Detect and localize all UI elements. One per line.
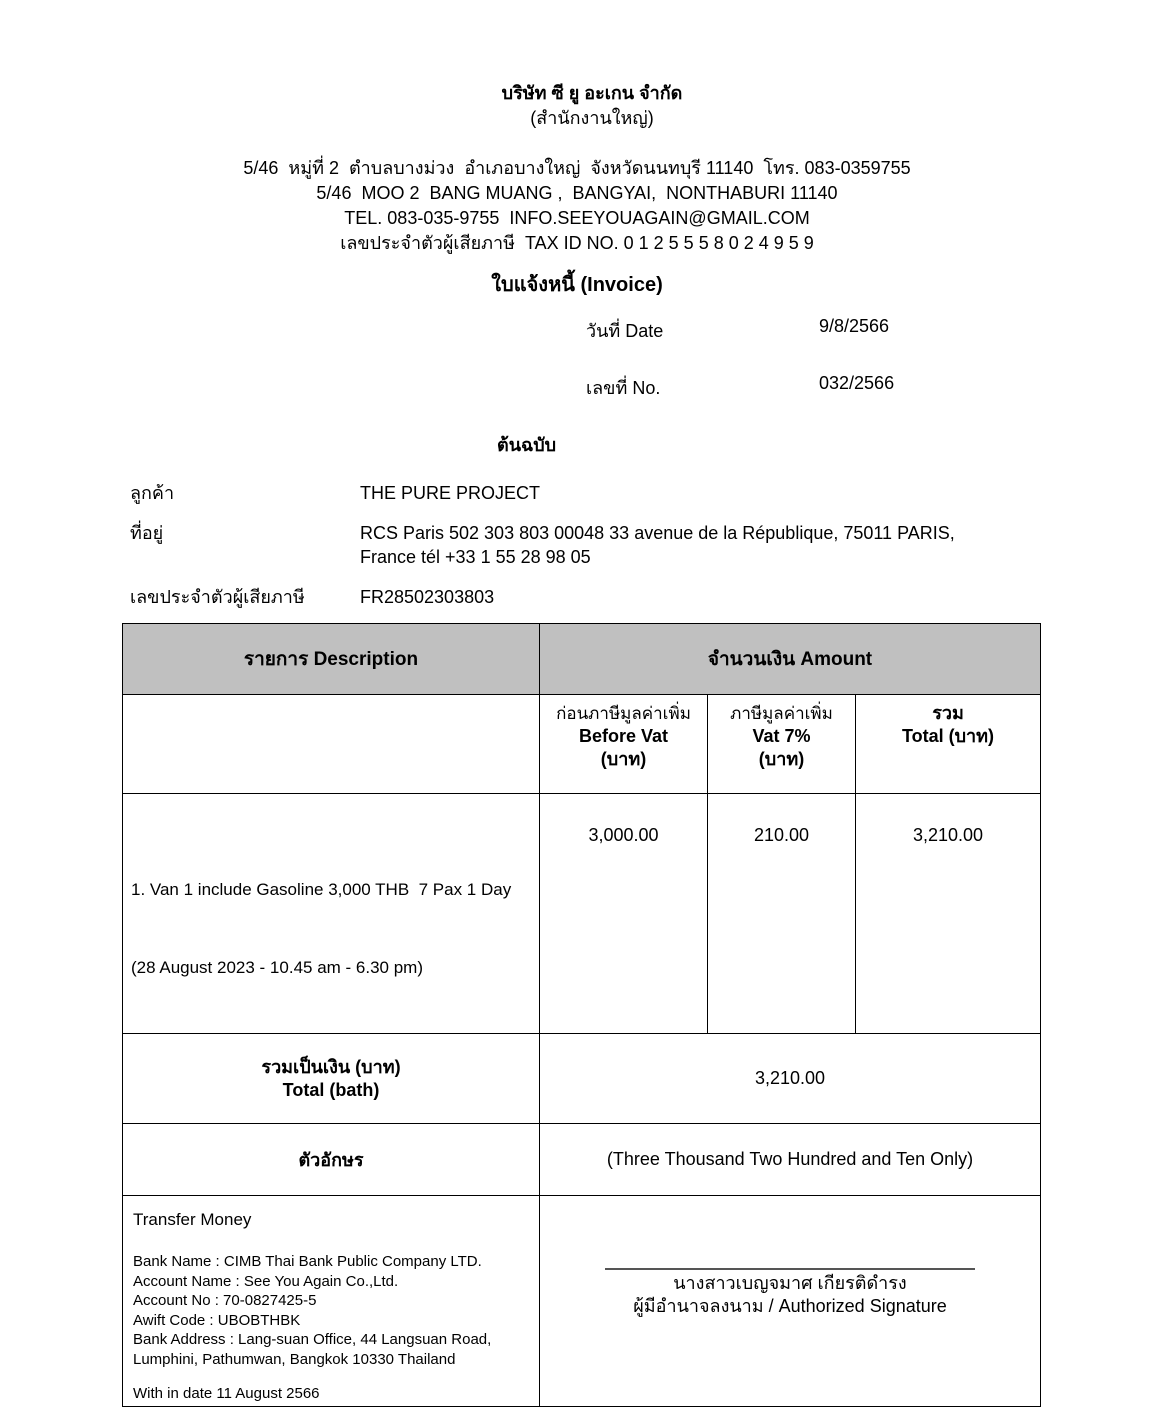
- copy-type-label: ต้นฉบับ: [497, 435, 557, 455]
- customer-address-value: [360, 521, 955, 569]
- before-vat-header-en: Before Vat: [578, 726, 669, 746]
- customer-address-label: ที่อยู่: [130, 523, 164, 543]
- company-contact: TEL. 083-035-9755 INFO.SEEYOUAGAIN@GMAIL.COM: [344, 208, 810, 228]
- total-header-en: Total (บาท): [901, 726, 995, 746]
- total-header-th: รวม: [932, 703, 964, 723]
- signature-line: [605, 1268, 975, 1270]
- vat-header: [708, 695, 856, 794]
- document-title-en: (Invoice): [580, 274, 663, 296]
- total-header: [856, 695, 1041, 794]
- signatory-title: ผู้มีอำนาจลงนาม / Authorized Signature: [633, 1296, 947, 1316]
- vat-header-en: Vat 7%: [752, 726, 811, 746]
- company-tax-id: เลขประจำตัวผู้เสียภาษี TAX ID NO. 0 1 2 5 5 5 8 0 2 4 9 5 9: [340, 233, 814, 253]
- customer-taxid-value: FR28502303803: [360, 587, 495, 607]
- invoice-date-value: 9/8/2566: [819, 316, 890, 336]
- line-item-description-line1: 1. Van 1 include Gasoline 3,000 THB 7 Pax 1 Day: [131, 880, 512, 899]
- before-vat-header: [540, 695, 708, 794]
- line-item-description: [123, 794, 540, 1034]
- invoice-date-label: วันที่ Date: [586, 321, 664, 341]
- line-item-row: [123, 794, 1041, 1034]
- table-subheader-row: [123, 695, 1041, 794]
- invoice-table: [122, 623, 1041, 1407]
- customer-taxid-row: [130, 585, 1154, 609]
- line-item-total: 3,210.00: [856, 794, 1041, 1034]
- before-vat-header-th: ก่อนภาษีมูลค่าเพิ่ม: [556, 704, 691, 723]
- line-item-description-line2: (28 August 2023 - 10.45 am - 6.30 pm): [131, 958, 424, 977]
- description-subheader-empty: [123, 695, 540, 794]
- account-name: Account Name : See You Again Co.,Ltd.: [133, 1272, 399, 1290]
- company-header: [0, 0, 1154, 256]
- document-title-th: ใบแจ้งหนี้: [491, 274, 575, 296]
- vat-header-th: ภาษีมูลค่าเพิ่ม: [730, 704, 833, 723]
- bank-name: Bank Name : CIMB Thai Bank Public Company LTD.: [133, 1253, 482, 1270]
- signatory-name: นางสาวเบญจมาศ เกียรติดำรง: [673, 1273, 907, 1293]
- description-header: รายการ Description: [123, 624, 540, 695]
- total-value: 3,210.00: [540, 1034, 1041, 1124]
- total-label-en: Total (bath): [282, 1079, 380, 1100]
- customer-address-row: [130, 521, 1154, 569]
- signature-cell: [540, 1196, 1041, 1407]
- customer-name-value: THE PURE PROJECT: [360, 483, 541, 503]
- vat-header-unit: (บาท): [758, 749, 805, 769]
- invoice-number-label: เลขที่ No.: [586, 378, 661, 398]
- payment-details-cell: [123, 1196, 540, 1407]
- line-item-vat: 210.00: [708, 794, 856, 1034]
- total-label-th: รวมเป็นเงิน (บาท): [261, 1056, 401, 1077]
- account-number: Account No : 70-0827425-5: [133, 1292, 317, 1309]
- amount-in-words-label: ตัวอักษร: [123, 1124, 540, 1196]
- customer-name-label: ลูกค้า: [130, 483, 175, 503]
- customer-name-row: [130, 481, 1154, 505]
- swift-code: Awift Code : UBOBTHBK: [133, 1311, 301, 1329]
- customer-address-line2: France tél +33 1 55 28 98 05: [360, 547, 591, 567]
- company-name-line: [0, 56, 1154, 156]
- amount-header: จำนวนเงิน Amount: [540, 624, 1041, 695]
- bank-address-line2: Lumphini, Pathumwan, Bangkok 10330 Thailand: [133, 1350, 456, 1368]
- company-name: บริษัท ซี ยู อะเกน จำกัด: [501, 83, 683, 103]
- company-branch: (สำนักงานใหญ่): [530, 108, 654, 128]
- total-label: [123, 1034, 540, 1124]
- bank-address-line1: Bank Address : Lang-suan Office, 44 Langsuan Road,: [133, 1331, 492, 1348]
- amount-in-words-value: (Three Thousand Two Hundred and Ten Only): [540, 1124, 1041, 1196]
- payment-title: Transfer Money: [133, 1210, 252, 1229]
- company-address-en: 5/46 MOO 2 BANG MUANG , BANGYAI, NONTHABURI 11140: [316, 183, 838, 203]
- table-header-row: [123, 624, 1041, 695]
- invoice-number-row: [586, 373, 1154, 402]
- line-item-before-vat: 3,000.00: [540, 794, 708, 1034]
- document-title: [0, 268, 1154, 300]
- amount-in-words-row: [123, 1124, 1041, 1196]
- total-row: [123, 1034, 1041, 1124]
- payment-row: [123, 1196, 1041, 1407]
- payment-bank-details: [133, 1252, 527, 1369]
- company-address-th: 5/46 หมู่ที่ 2 ตำบลบางม่วง อำเภอบางใหญ่ จังหวัดนนทบุรี 11140 โทร. 083-0359755: [243, 158, 911, 178]
- before-vat-header-unit: (บาท): [600, 749, 647, 769]
- signature-block: [605, 1268, 975, 1318]
- invoice-number-value: 032/2566: [819, 373, 895, 393]
- customer-taxid-label: เลขประจำตัวผู้เสียภาษี: [130, 587, 305, 607]
- payment-due-note: With in date 11 August 2566: [133, 1385, 320, 1402]
- invoice-date-row: [586, 316, 1154, 345]
- customer-address-line1: RCS Paris 502 303 803 00048 33 avenue de la République, 75011 PARIS,: [360, 523, 955, 543]
